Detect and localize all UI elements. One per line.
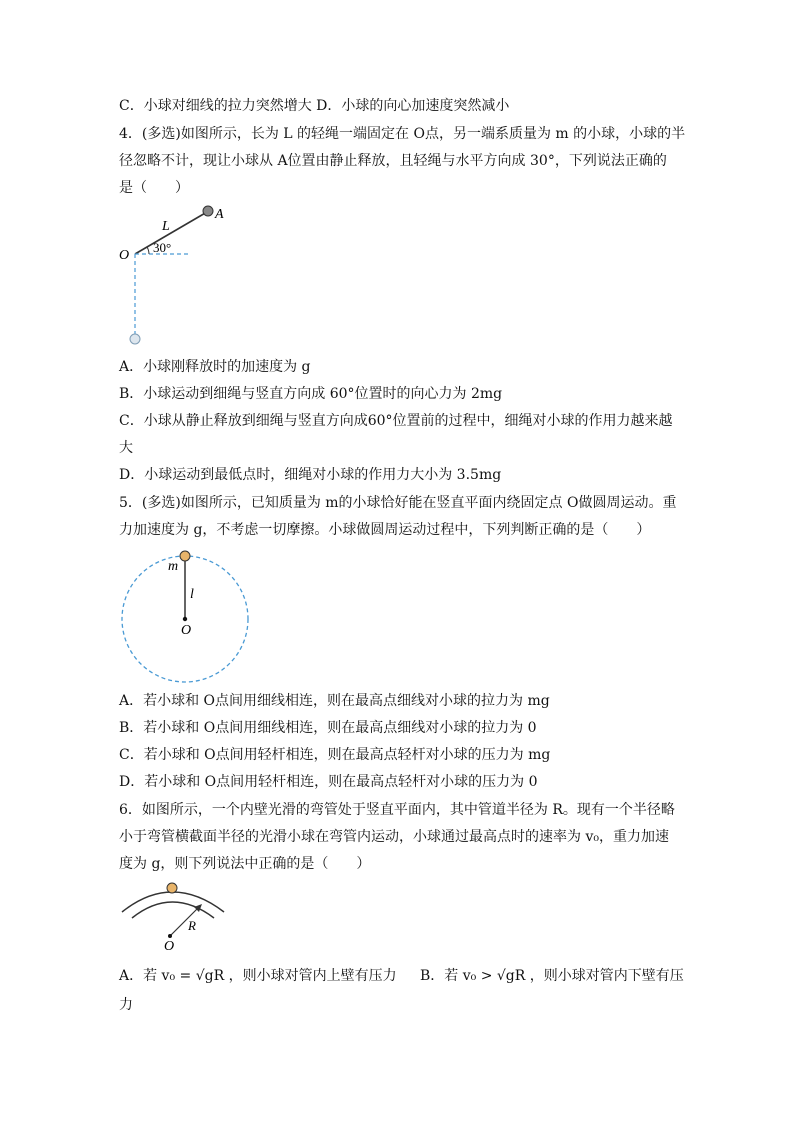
q5-option-a: A．若小球和 O点间用细线相连，则在最高点细线对小球的拉力为 mg bbox=[119, 693, 550, 709]
q5-option-b: B．若小球和 O点间用细线相连，则在最高点细线对小球的拉力为 0 bbox=[119, 720, 537, 736]
center-point bbox=[168, 934, 172, 938]
q6-stem-line2: 小于弯管横截面半径的光滑小球在弯管内运动，小球通过最高点时的速率为 v₀，重力加速 bbox=[119, 829, 669, 845]
figure-vertical-circle bbox=[118, 548, 254, 684]
q4-stem-line1: 4．(多选)如图所示，长为 L 的轻绳一端固定在 O点，另一端系质量为 m 的小球，小球的半 bbox=[119, 126, 686, 142]
ball-a bbox=[203, 206, 213, 216]
label-o: O bbox=[164, 939, 175, 954]
q6-option-b-line1: B．若 v₀ > √gR ，则小球对管内下壁有压 bbox=[420, 968, 684, 984]
q4-option-c-line2: 大 bbox=[119, 440, 133, 456]
q5-stem-line2: 力加速度为 g，不考虑一切摩擦。小球做圆周运动过程中，下列判断正确的是（ ） bbox=[119, 522, 651, 538]
q4-option-c-line1: C．小球从静止释放到细绳与竖直方向成60°位置前的过程中，细绳对小球的作用力越来越 bbox=[119, 413, 673, 429]
label-angle: 30° bbox=[153, 240, 172, 255]
q5-option-c: C．若小球和 O点间用轻杆相连，则在最高点轻杆对小球的压力为 mg bbox=[119, 747, 551, 763]
q6-stem-line1: 6．如图所示，一个内壁光滑的弯管处于竖直平面内，其中管道半径为 R。现有一个半径略 bbox=[119, 802, 675, 818]
q4-stem-line3: 是（ ） bbox=[119, 180, 189, 196]
label-r: R bbox=[188, 918, 196, 933]
angle-arc bbox=[147, 247, 149, 254]
q6-option-b-line2: 力 bbox=[119, 997, 133, 1013]
figure-pendulum bbox=[115, 200, 245, 348]
label-a: A bbox=[215, 207, 224, 222]
center-point bbox=[183, 617, 187, 621]
label-l: l bbox=[190, 587, 194, 602]
q5-option-d: D．若小球和 O点间用轻杆相连，则在最高点轻杆对小球的压力为 0 bbox=[119, 774, 538, 790]
ball-bottom bbox=[130, 334, 140, 344]
label-o: O bbox=[181, 623, 192, 638]
q4-stem-line2: 径忽略不计，现让小球从 A位置由静止释放，且轻绳与水平方向成 30°，下列说法正确的 bbox=[119, 153, 667, 169]
q4-option-d: D．小球运动到最低点时，细绳对小球的作用力大小为 3.5mg bbox=[119, 467, 502, 483]
q6-stem-line3: 度为 g，则下列说法中正确的是（ ） bbox=[119, 856, 371, 872]
q5-stem-line1: 5．(多选)如图所示，已知质量为 m的小球恰好能在竖直平面内绕固定点 O做圆周运动。重 bbox=[119, 495, 677, 511]
ball-top bbox=[180, 551, 190, 561]
q4-option-b: B．小球运动到细绳与竖直方向成 60°位置时的向心力为 2mg bbox=[119, 386, 503, 402]
figure-curved-tube bbox=[118, 878, 230, 954]
q3-options-cd: C．小球对细线的拉力突然增大 D．小球的向心加速度突然减小 bbox=[119, 98, 510, 114]
label-o: O bbox=[119, 248, 130, 263]
ball-in-tube bbox=[167, 883, 177, 893]
label-m: m bbox=[168, 559, 179, 574]
q4-option-a: A．小球刚释放时的加速度为 g bbox=[119, 359, 311, 375]
q6-option-a: A．若 v₀ = √gR ，则小球对管内上壁有压力 bbox=[119, 968, 397, 984]
label-l: L bbox=[162, 219, 170, 234]
